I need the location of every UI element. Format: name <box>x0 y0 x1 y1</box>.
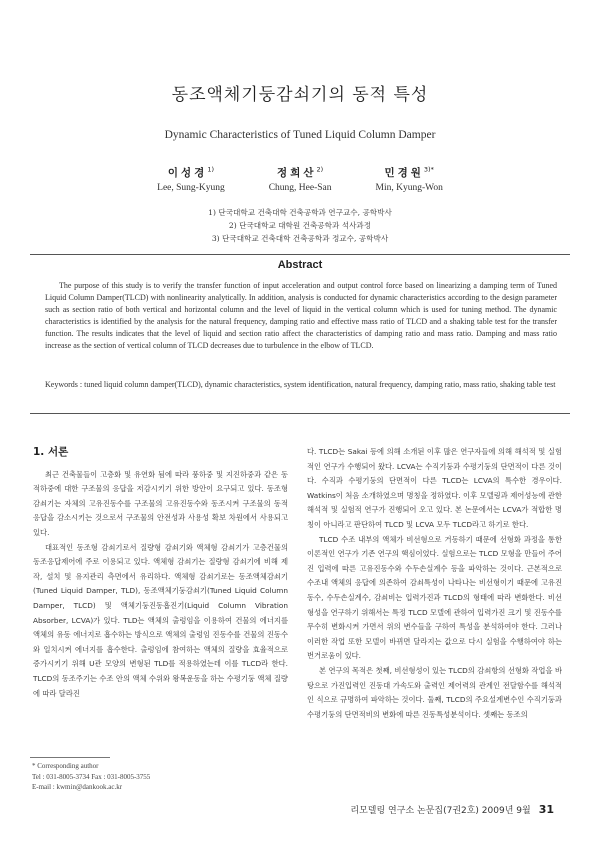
page-footer <box>350 803 554 816</box>
affiliation-1: 1) 단국대학교 건축대학 건축공학과 연구교수, 공학박사 <box>208 208 392 217</box>
body-column-left <box>33 445 288 701</box>
paragraph: 본 연구의 목적은 첫째, 비선형성이 있는 TLCD의 감쇠항의 선형화 작업을 바탕으로 가진입력인 진동대 가속도와 출력인 제어력의 관계인 전달함수를 해석적인 식으로 규명하여 파악하는 것이다. 둘째, TLCD의 주요설계변수인 수직기둥과 수평기둥의 단면적비의 변화에 따른 진동특성분석이다. 셋째는 동조의 <box>307 665 562 719</box>
paper-title-english: Dynamic Characteristics of Tuned Liquid Column Damper <box>164 129 436 141</box>
paragraph: 다. TLCD는 Sakai 등에 의해 소개된 이후 많은 연구자들에 의해 해석적 및 실험적인 연구가 수행되어 왔다. LCVA는 수직기둥과 수평기둥의 단면적이 다른 것이다. 수직과 수평기둥의 단면적이 다른 TLCD는 LCVA의 특수한 경우이다. Watkins이 처음 소개하였으며 명칭을 정하였다. 이후 모델링과 제어성능에 관한 해석적 및 실험적 연구가 진행되어 오고 있다. 본 논문에서는 LCVA가 적합한 명칭이 아니라고 판단하여 TLCD 및 LCVA 모두 TLCD라고 하기로 한다. <box>307 447 562 529</box>
body-column-right <box>307 445 562 722</box>
author-name-en: Chung, Hee-San <box>268 183 332 193</box>
corresponding-author-note <box>32 761 150 793</box>
paragraph: 대표적인 동조형 감쇠기로서 질량형 감쇠기와 액체형 감쇠기가 고층건물의 동조응답제어에 주로 이용되고 있다. 액체형 감쇠기는 질량형 감쇠기에 비해 제작, 설치 및 유지관리 측면에서 유리하다. 액체형 감쇠기로는 동조액체감쇠기(Tuned Liquid Damper, TLD), 동조액체기둥감쇠기(Tuned Liquid Column Damper, TLCD) 및 액체기둥진동흡진기(Liquid Column Vibration Absorber, LCVA)가 있다. TLD는 액체의 출렁임을 이용하여 건물의 에너지를 액체의 유동 에너지로 흡수하는 방식으로 액체의 출렁임 진동수를 건물의 진동수와 일치시켜 에너지를 흡수한다. 출렁임에 참여하는 액체의 질량을 효율적으로 증가시키기 위해 U관 모양의 변형된 TLD를 적용하였는데 이를 TLCD라 한다. TLCD의 동조주기는 수조 안의 액체 수위와 왕복운동을 하는 수평기둥 액체 질량에 따라 달라진 <box>33 542 288 698</box>
author-name-ko: 이성경 <box>167 167 208 179</box>
keywords: Keywords : tuned liquid column damper(TLCD), dynamic characteristics, system identification, natural frequency, damping ratio, mass ratio, shaking table test <box>45 380 556 389</box>
footnote-marker: * Corresponding author <box>32 762 99 770</box>
affiliation-2: 2) 단국대학교 대학원 건축공학과 석사과정 <box>228 221 372 230</box>
author-name-ko: 민경원 <box>384 167 424 179</box>
paper-title-korean: 동조액체기둥감쇠기의 동적 특성 <box>171 85 429 105</box>
page-number: 31 <box>538 803 554 816</box>
affiliation-list <box>0 206 600 245</box>
abstract-top-rule <box>30 254 570 255</box>
journal-name: 리모델링 연구소 논문집(7권2호) 2009년 9월 <box>350 806 531 816</box>
author-name-ko: 정희산 <box>277 167 317 179</box>
author-affil-mark: 3)* <box>423 165 434 174</box>
footnote-tel: Tel : 031-8005-3734 Fax : 031-8005-3755 <box>32 772 151 781</box>
author-affil-mark: 1) <box>207 165 214 174</box>
author-name-en: Lee, Sung-Kyung <box>157 183 225 193</box>
abstract-text: The purpose of this study is to verify the transfer function of input acceleration and output control force based on linearizing a damping term of Tuned Liquid Column Damper(TLCD) with nonlinearity analytically. In addition, analysis is conducted for dynamic characteristics according to the design parameter such as section ratio of both vertical and horizontal column and the level of liquid in the vertical column which is used for tuning method. The dynamic characteristics is identified by the analysis for the natural frequency, damping ratio and effective mass ratio of TLCD and a shaking table test for the transfer function. The results indicates that the level of liquid and section ratio affect the characteristics of damping ratio and mass ratio. Damping and mass ratio increase as the section of vertical column of TLCD decreases due to turbulence in the elbow of TLCD. <box>45 281 557 350</box>
footnote-email: E-mail : kwmin@dankook.ac.kr <box>32 783 123 791</box>
abstract-heading: Abstract <box>277 259 323 271</box>
author-name-en: Min, Kyung-Won <box>375 183 443 193</box>
abstract-bottom-rule <box>30 413 570 414</box>
section-heading: 1. 서론 <box>33 446 69 458</box>
author-2 <box>269 165 332 193</box>
affiliation-3: 3) 단국대학교 건축대학 건축공학과 정교수, 공학박사 <box>211 234 389 243</box>
author-1 <box>157 165 225 193</box>
paragraph: TLCD 수조 내부의 액체가 비선형으로 거동하기 때문에 선형화 과정을 통한 이론적인 연구가 기존 연구의 핵심이었다. 실험으로는 TLCD 모형을 만들어 주어진 입력에 따른 고유진동수와 수두손실계수 등을 파악하는 것이다. 근본적으로 수조내 액체의 응답에 의존하여 감쇠특성이 나타나는 비선형이기 때문에 고유진동수, 수두손실계수, 감쇠비는 입력가진과 TLCD의 형태에 따라 변화한다. 비선형성을 연구하기 위해서는 특정 TLCD 모델에 관하여 입력가진 크기 및 진동수를 무수히 변화시켜 가면서 위의 변수들을 구하여 특성을 분석하여야 한다. 그러나 이러한 작업 또한 모델이 바뀌면 달라지는 값으로 다시 실험을 수행하여야 하는 번거로움이 있다. <box>307 534 562 661</box>
author-affil-mark: 2) <box>316 165 324 174</box>
author-3 <box>376 165 443 193</box>
footnote-rule <box>30 757 110 758</box>
author-list <box>0 165 600 193</box>
paragraph: 최근 건축물들이 고층화 및 유연화 됨에 따라 풍하중 및 지진하중과 같은 동적하중에 대한 구조물의 응답을 저감시키기 위한 방안이 요구되고 있다. 동조형 감쇠기는 자체의 고유진동수를 구조물의 고유진동수와 동조시켜 구조물의 동적응답을 감소시키는 것으로서 구조물의 안전성과 사용성 확보 차원에서 사용되고 있다. <box>33 469 288 537</box>
